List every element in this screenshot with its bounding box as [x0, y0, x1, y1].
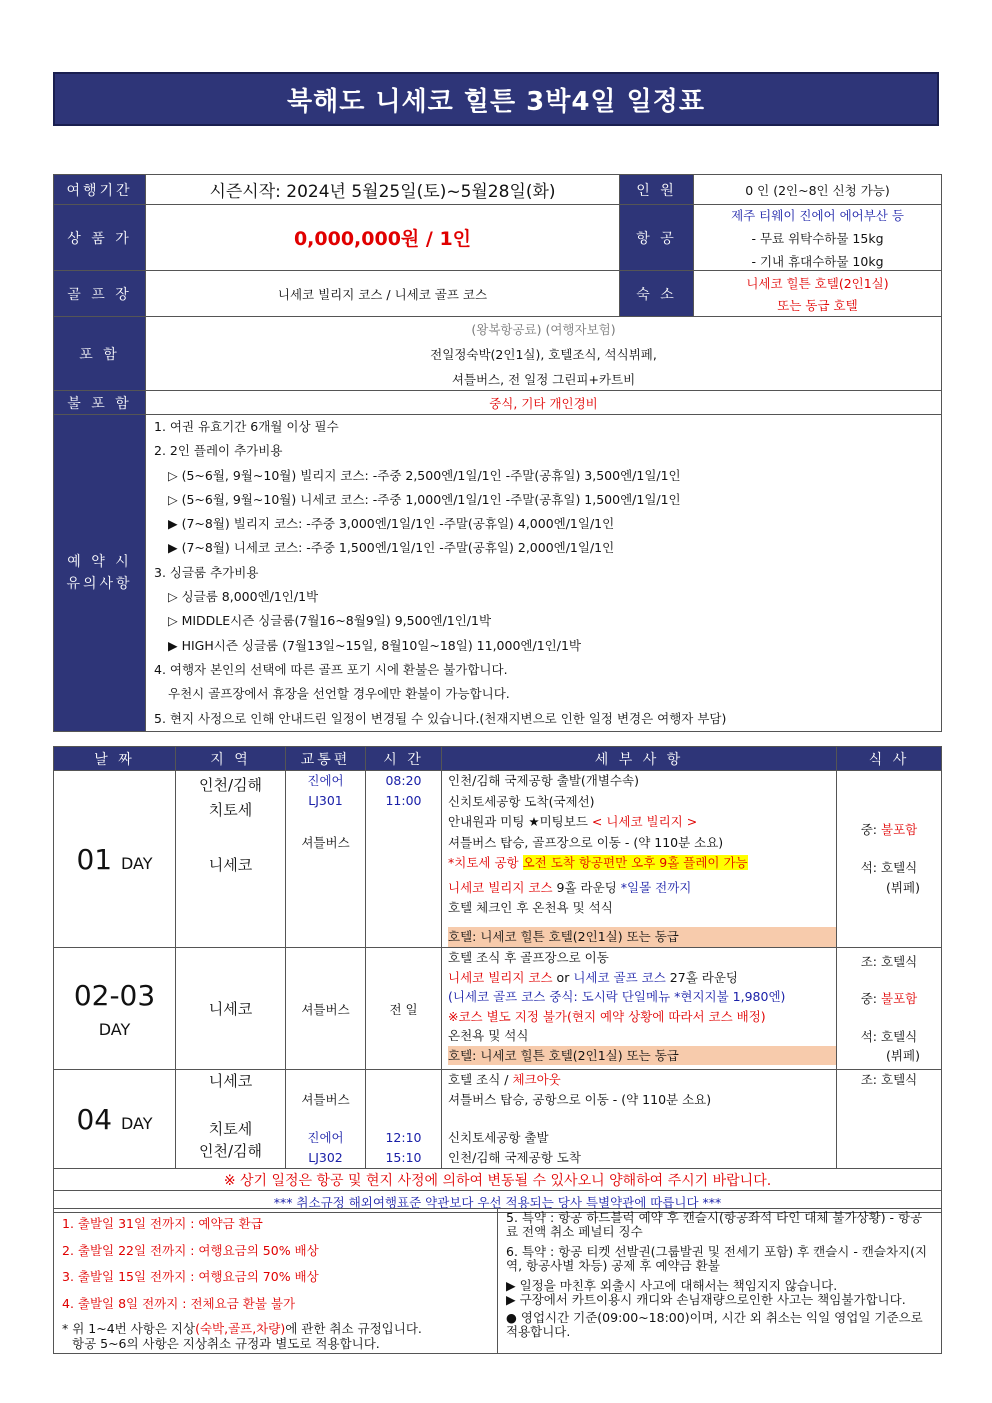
- transport-flight: LJ301: [308, 793, 343, 808]
- notice-item: ▶ (7~8월) 빌리지 코스: -주중 3,000엔/1일/1인 -주말(공휴일) 4,000엔/1일/1인: [168, 516, 615, 532]
- detail-text: 안내원과 미팅 ★미팅보드: [448, 814, 588, 829]
- detail-item: [448, 968, 836, 988]
- detail-item: 호텔 체크인 후 온천욕 및 석식: [448, 900, 613, 915]
- detail-item: 온천욕 및 석식: [448, 1028, 529, 1043]
- people-label: 인 원: [620, 175, 694, 205]
- detail-text: 호텔 조식 /: [448, 1072, 509, 1087]
- notice-item: 3. 싱글룸 추가비용: [154, 564, 259, 580]
- notice-label: [54, 415, 146, 732]
- cancel-special: ● 영업시간 기준(09:00~18:00)이며, 시간 외 취소는 익일 영업일 기준으로 적용합니다.: [506, 1310, 923, 1339]
- include-info: [146, 317, 942, 391]
- air-checked-baggage: - 무료 위탁수하물 15kg: [751, 230, 884, 246]
- detail-text: 27홀 라운딩: [669, 969, 738, 985]
- col-meal: 식 사: [837, 747, 942, 771]
- cancel-note-text: * 위 1~4번 사항은 지상: [62, 1321, 196, 1336]
- day-suffix: DAY: [121, 1113, 153, 1133]
- col-transport: 교통편: [286, 747, 366, 771]
- time-item: 11:00: [385, 793, 422, 808]
- notice-item: 우천시 골프장에서 휴장을 선언할 경우에만 환불이 가능합니다.: [168, 686, 510, 702]
- meal-value: 호텔식: [881, 1072, 918, 1087]
- schedule-notice: ※ 상기 일정은 항공 및 현지 사정에 의하여 변동될 수 있사오니 양해하여 주시기 바랍니다.: [54, 1169, 942, 1191]
- detail-course: 니세코 골프 코스: [573, 969, 666, 985]
- period-label: 여행기간: [54, 175, 146, 205]
- day-row: [54, 1070, 942, 1169]
- info-table: [53, 174, 942, 732]
- meal-breakfast: [841, 952, 937, 972]
- col-details: 세 부 사 항: [442, 747, 837, 771]
- exclude-label: 불 포 함: [54, 391, 146, 415]
- meal-lunch: [841, 989, 937, 1009]
- day-row: [54, 771, 942, 948]
- day-number: 01: [76, 842, 113, 876]
- day-transport: [286, 1070, 366, 1169]
- meal-label: 중:: [860, 991, 878, 1006]
- include-label: 포 함: [54, 317, 146, 391]
- day-row: [54, 948, 942, 1070]
- detail-highlight: 체크아웃: [512, 1072, 561, 1087]
- meal-label: 조:: [860, 953, 878, 969]
- detail-item: 호텔 조식 후 골프장으로 이동: [448, 950, 609, 965]
- include-line-1: (왕복항공료) (여행자보험): [471, 321, 616, 337]
- day-transport: [286, 771, 366, 948]
- detail-item: (니세코 골프 코스 중식: 도시락 단일메뉴 *현지지불 1,980엔): [448, 989, 786, 1004]
- meal-label: 석:: [860, 860, 878, 875]
- detail-hotel: 호텔: 니세코 힐튼 호텔(2인1실) 또는 동급: [448, 927, 836, 948]
- day-label: [54, 948, 176, 1070]
- detail-item: 셔틀버스 탑승, 골프장으로 이동 - (약 110분 소요): [448, 834, 724, 850]
- cancel-note: [62, 1321, 489, 1351]
- transport-flight: LJ302: [308, 1150, 343, 1165]
- meal-dinner: [841, 858, 937, 878]
- day-label: [54, 771, 176, 948]
- day-number: 04: [76, 1102, 113, 1136]
- notice-item: ▷ MIDDLE시즌 싱글룸(7월16~8월9일) 9,500엔/1인/1박: [168, 613, 492, 629]
- notice-item: ▷ (5~6월, 9월~10월) 니세코 코스: -주중 1,000엔/1일/1인 -주말(공휴일) 1,500엔/1일/1인: [168, 491, 681, 507]
- detail-item: [448, 812, 836, 833]
- transport-bus: 셔틀버스: [301, 1092, 350, 1107]
- meal-lunch: [841, 820, 937, 840]
- cancel-rule: 4. 출발일 8일 전까지 : 전체요금 환불 불가: [62, 1295, 296, 1311]
- region-item: 치토세: [208, 801, 253, 819]
- time-item: 15:10: [385, 1150, 422, 1165]
- air-info: [694, 205, 942, 271]
- detail-highlight: < 니세코 빌리지 >: [591, 814, 698, 829]
- detail-item: [448, 878, 836, 899]
- notice-label-line-1: 예 약 시: [67, 553, 132, 570]
- meal-note: (뷔페): [886, 1048, 920, 1063]
- cancel-special: 5. 특약 : 항공 하드블럭 예약 후 캔슬시(항공좌석 타인 대체 불가상황) - 항공료 전액 취소 페널티 징수: [506, 1210, 923, 1239]
- time-item: 08:20: [385, 773, 422, 788]
- col-date: 날 짜: [54, 747, 176, 771]
- people-value: 0 인 (2인~8인 신청 가능): [694, 175, 942, 205]
- transport-airline: 진에어: [307, 1130, 344, 1145]
- detail-item: 인천/김해 국제공항 출발(개별수속): [448, 773, 639, 788]
- price-label: 상 품 가: [54, 205, 146, 271]
- exclude-value: 중식, 기타 개인경비: [146, 391, 942, 415]
- meal-value: 호텔식: [881, 953, 918, 969]
- notice-list: [146, 415, 942, 732]
- region-item: 인천/김해: [198, 776, 262, 794]
- detail-hotel: 호텔: 니세코 힐튼 호텔(2인1실) 또는 동급: [448, 1046, 836, 1066]
- cancel-special: ▶ 구장에서 카트이용시 캐디와 손님재량으로인한 사고는 책임불가합니다.: [506, 1292, 906, 1307]
- day-time: [366, 1070, 442, 1169]
- cancel-rule: 1. 출발일 31일 전까지 : 예약금 환급: [62, 1216, 263, 1231]
- detail-item: 신치토세공항 도착(국제선): [448, 793, 595, 809]
- day-time: [366, 771, 442, 948]
- notice-item: 2. 2인 플레이 추가비용: [154, 443, 283, 459]
- notice-item: ▷ (5~6월, 9월~10월) 빌리지 코스: -주중 2,500엔/1일/1인 -주말(공휴일) 3,500엔/1일/1인: [168, 467, 681, 483]
- detail-item: [448, 853, 836, 874]
- notice-label-line-2: 유의사항: [66, 575, 133, 592]
- day-label: [54, 1070, 176, 1169]
- cancel-note-text: 에 관한 취소 규정입니다.: [285, 1321, 422, 1336]
- cancel-special: ▶ 일정을 마친후 외출시 사고에 대해서는 책임지지 않습니다.: [506, 1278, 838, 1293]
- cancel-right: [498, 1209, 942, 1354]
- day-region: [176, 1070, 286, 1169]
- meal-label: 중:: [860, 822, 878, 837]
- day-meal: [837, 771, 942, 948]
- detail-item: 인천/김해 국제공항 도착: [448, 1150, 581, 1165]
- transport-bus: 셔틀버스: [301, 835, 350, 850]
- day-region: [176, 771, 286, 948]
- detail-course: 니세코 빌리지 코스: [448, 879, 553, 895]
- include-line-2: 전일정숙박(2인1실), 호텔조식, 석식뷔페,: [430, 346, 657, 362]
- day-number: 02-03: [73, 978, 156, 1012]
- cancel-policy-title: *** 취소규정 해외여행표준 약관보다 우선 적용되는 당사 특별약관에 따릅니다 ***: [54, 1191, 942, 1213]
- day-details: [442, 948, 837, 1070]
- golf-value: 니세코 빌리지 코스 / 니세코 골프 코스: [146, 271, 620, 317]
- notice-item: 1. 여권 유효기간 6개월 이상 필수: [154, 419, 339, 434]
- cancel-table: [53, 1208, 942, 1354]
- schedule-table: [53, 746, 942, 1213]
- meal-breakfast: [841, 1070, 937, 1090]
- time-item: 12:10: [385, 1130, 422, 1145]
- golf-label: 골 프 장: [54, 271, 146, 317]
- price-value: 0,000,000원 / 1인: [146, 205, 620, 271]
- hotel-alternative: 또는 동급 호텔: [777, 297, 858, 313]
- period-value: 시즌시작: 2024년 5월25일(토)~5월28일(화): [146, 175, 620, 205]
- detail-item: [448, 1070, 836, 1090]
- day-time: 전 일: [366, 948, 442, 1070]
- col-time: 시 간: [366, 747, 442, 771]
- hotel-label: 숙 소: [620, 271, 694, 317]
- notice-item: ▶ HIGH시즌 싱글룸 (7월13일~15일, 8월10일~18일) 11,000엔/1인/1박: [168, 637, 581, 653]
- region-item: 니세코: [208, 856, 253, 874]
- notice-item: ▶ (7~8월) 니세코 코스: -주중 1,500엔/1일/1인 -주말(공휴일) 2,000엔/1일/1인: [168, 540, 615, 556]
- page-title: 북해도 니세코 힐튼 3박4일 일정표: [53, 72, 939, 126]
- cancel-rule: 3. 출발일 15일 전까지 : 여행요금의 70% 배상: [62, 1269, 319, 1284]
- meal-value: 호텔식: [881, 1028, 918, 1044]
- day-meal: [837, 948, 942, 1070]
- meal-value: 불포함: [881, 822, 918, 837]
- region-item: 니세코: [208, 1072, 253, 1090]
- day-transport: 셔틀버스: [286, 948, 366, 1070]
- notice-item: 5. 현지 사정으로 인해 안내드린 일정이 변경될 수 있습니다.(천재지변으로 인한 일정 변경은 여행자 부담): [154, 710, 727, 726]
- detail-text: *치토세 공항: [448, 855, 519, 870]
- notice-item: 4. 여행자 본인의 선택에 따른 골프 포기 시에 환불은 불가합니다.: [154, 661, 508, 677]
- day-meal: [837, 1070, 942, 1169]
- day-region: 니세코: [176, 948, 286, 1070]
- detail-text: 9홀 라운딩: [556, 879, 617, 895]
- cancel-left: [54, 1209, 498, 1354]
- cancel-rule: 2. 출발일 22일 전까지 : 여행요금의 50% 배상: [62, 1242, 319, 1258]
- notice-item: ▷ 싱글룸 8,000엔/1인/1박: [168, 589, 319, 605]
- day-details: [442, 771, 837, 948]
- region-item: 치토세: [208, 1120, 253, 1138]
- detail-course: 니세코 빌리지 코스: [448, 969, 553, 985]
- day-suffix: DAY: [121, 853, 153, 873]
- detail-text: or: [556, 969, 570, 985]
- meal-dinner: [841, 1027, 937, 1047]
- detail-item: 셔틀버스 탑승, 공항으로 이동 - (약 110분 소요): [448, 1092, 712, 1107]
- meal-label: 조:: [860, 1072, 878, 1087]
- detail-note: *일몰 전까지: [620, 879, 692, 895]
- cancel-note-highlight: (숙박,골프,차량): [195, 1321, 286, 1336]
- day-suffix: DAY: [98, 1019, 131, 1039]
- air-label: 항 공: [620, 205, 694, 271]
- meal-value: 불포함: [881, 991, 918, 1006]
- cancel-note-text: 항공 5~6의 사항은 지상취소 규정과 별도로 적용합니다.: [72, 1336, 380, 1351]
- detail-item: ※코스 별도 지정 불가(현지 예약 상황에 따라서 코스 배정): [448, 1008, 766, 1024]
- meal-value: 호텔식: [881, 860, 918, 875]
- transport-airline: 진에어: [307, 773, 344, 788]
- day-details: [442, 1070, 837, 1169]
- detail-item: 신치토세공항 출발: [448, 1130, 549, 1145]
- region-item: 인천/김해: [198, 1142, 262, 1160]
- col-region: 지 역: [176, 747, 286, 771]
- air-carriers: 제주 티웨이 진에어 에어부산 등: [731, 207, 904, 223]
- meal-note: (뷔페): [886, 880, 920, 895]
- detail-highlight: 오전 도착 항공편만 오후 9홀 플레이 가능: [522, 855, 748, 870]
- hotel-name: 니세코 힐튼 호텔(2인1실): [746, 275, 889, 291]
- meal-label: 석:: [860, 1028, 878, 1044]
- include-line-3: 셔틀버스, 전 일정 그린피+카트비: [451, 371, 636, 387]
- cancel-special: 6. 특약 : 항공 티켓 선발권(그룹발권 및 전세기 포함) 후 캔슬시 - 캔슬차지(지역, 항공사별 차등) 공제 후 예약금 환불: [506, 1244, 928, 1273]
- hotel-info: [694, 271, 942, 317]
- air-carry-on: - 기내 휴대수하물 10kg: [751, 253, 884, 269]
